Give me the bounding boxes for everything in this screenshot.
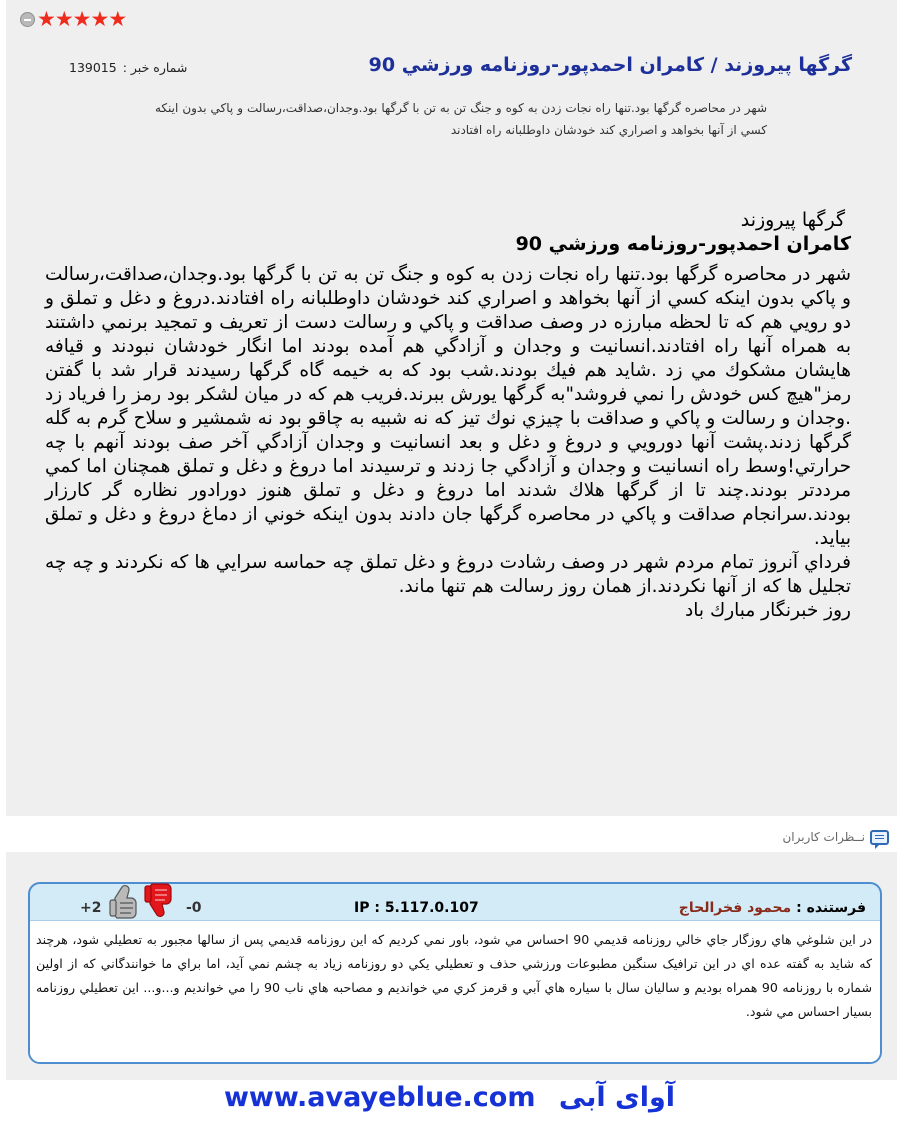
comment-header [30, 894, 880, 920]
sender-label: فرستنده : [796, 900, 866, 916]
comment-bubble-icon [870, 830, 889, 845]
site-url[interactable]: www.avayeblue.com [223, 1082, 536, 1113]
comment-sender [679, 900, 866, 916]
star-icon[interactable]: ★ [72, 7, 92, 31]
news-id-value: 139015 [69, 60, 117, 75]
star-icon[interactable]: ★ [37, 7, 56, 31]
up-vote-count: +2 [80, 900, 102, 916]
comments-section-label: نــظرات كاربران [782, 830, 865, 844]
article-body [45, 263, 851, 623]
down-vote-count: -0 [186, 900, 202, 916]
comments-panel [6, 852, 897, 1080]
article-subject [81, 208, 851, 256]
site-name: آوای آبی [558, 1082, 676, 1113]
star-icon[interactable]: ★ [108, 7, 128, 31]
comment-ip: IP : 5.117.0.107 [354, 900, 479, 916]
news-panel [6, 0, 897, 816]
comment-text: در اين شلوغي هاي روزگار جاي خالي روزنامه قديمي 90 احساس مي شود، باور نمي كرديم كه اين روزنامه قديمي پس از سالها مجبور به تعطيلي شود، هرچند كه شايد به گفته عده اي در اين ترافيک سنگين مطبوعات ورزشي حذف و تعطيلي يكي دو روزنامه زياد به چشم نمي آيد، اما براي ما خوانندگاني كه از اولين شماره با روزنامه 90 همراه بوديم و ساليان سال با سياره هاي آبي و قرمز كري مي خوانديم و مصاحبه هاي ناب 90 را مي خوانديم و...و... اين تعطيلي روزنامه بسيار احساس مي شود. [30, 920, 880, 1062]
star-icon[interactable]: ★ [54, 7, 74, 31]
clear-rating-icon[interactable] [20, 12, 35, 27]
news-id-label: شماره خبر : [122, 60, 188, 75]
thumbs-down-icon[interactable] [142, 880, 178, 920]
news-summary: شهر در محاصره گرگها بود.تنها راه نجات زدن به كوه و جنگ تن به تن با گرگها بود.وجدان،صداقت،رسالت و پاكي بدون اينكه كسي از آنها بخواهد و اصراري كند خودشان داوطلبانه راه افتادند [155, 101, 767, 137]
star-icon[interactable]: ★ [90, 7, 110, 31]
site-footer [0, 1082, 899, 1113]
article-paragraph: فرداي آنروز تمام مردم شهر در وصف رشادت دروغ و دغل تملق چه حماسه سرايي ها كه نكردند و چه چه تجليل ها كه از آنها نكردند.از همان روز رسالت هم تنها ماند. [45, 552, 851, 597]
news-headline[interactable]: گرگها پيروزند / كامران احمدپور-روزنامه ورزشي 90 [368, 54, 852, 76]
comment-card [28, 882, 882, 1064]
rating-widget[interactable] [20, 8, 126, 30]
comments-section-title [782, 826, 889, 848]
thumbs-up-icon[interactable] [108, 882, 142, 922]
article-author: كامران احمدپور-روزنامه ورزشي 90 [515, 233, 851, 255]
news-id [66, 60, 190, 75]
article-paragraph: شهر در محاصره گرگها بود.تنها راه نجات زدن به كوه و جنگ تن به تن با گرگها بود.وجدان،صداقت،رسالت و پاكي بدون اينكه كسي از آنها بخواهد و اصراري كند خودشان داوطلبانه راه افتادند.دروغ و دغل و تملق و دو رويي هم كه تا لحظه مبارزه در وصف صداقت و پاكي و رسالت دست از تعريف و تمجيد برنمي داشتند به همراه آنها راه افتادند.انسانيت و وجدان و آزادگي هم آمده بودند اما انگار خودشان نبودند و قيافه هايشان مشكوك مي زد .شايد هم فيك بودند.شب بود كه به خيمه گاه گرگها رسيدند قرار شد با گفتن رمز"هيچ كس خودش را نمي فروشد"به گرگها يورش ببرند.فريب هم كه در ميان لشكر بود رمز را فرياد زد .وجدان و رسالت و پاكي و صداقت با چيزي نوك تيز كه نه شبيه به چاقو بود نه شمشير و سلاح گرم به گله گرگها زدند.پشت آنها دورويي و دروغ و دغل و بعد انسانيت و وجدان آزادگي آخر صف بودند آنهم با چه حرارتي!وسط راه انسانيت و وجدان و آزادگي جا زدند و ترسيدند اما دروغ و دغل و تملق همچنان اما كمي مرددتر بودند.چند تا از گرگها هلاك شدند اما دروغ و دغل و تملق هنوز دورادور نظاره گر كارزار بودند.سرانجام صداقت و پاكي در محاصره گرگها جان دادند بدون اينكه خوني از دماغ دروغ و دغل و تملق بيايد. [45, 264, 851, 549]
article-paragraph: روز خبرنگار مبارك باد [685, 600, 851, 621]
article-title: گرگها پيروزند [740, 209, 845, 231]
sender-name: محمود فخرالحاج [678, 900, 792, 916]
